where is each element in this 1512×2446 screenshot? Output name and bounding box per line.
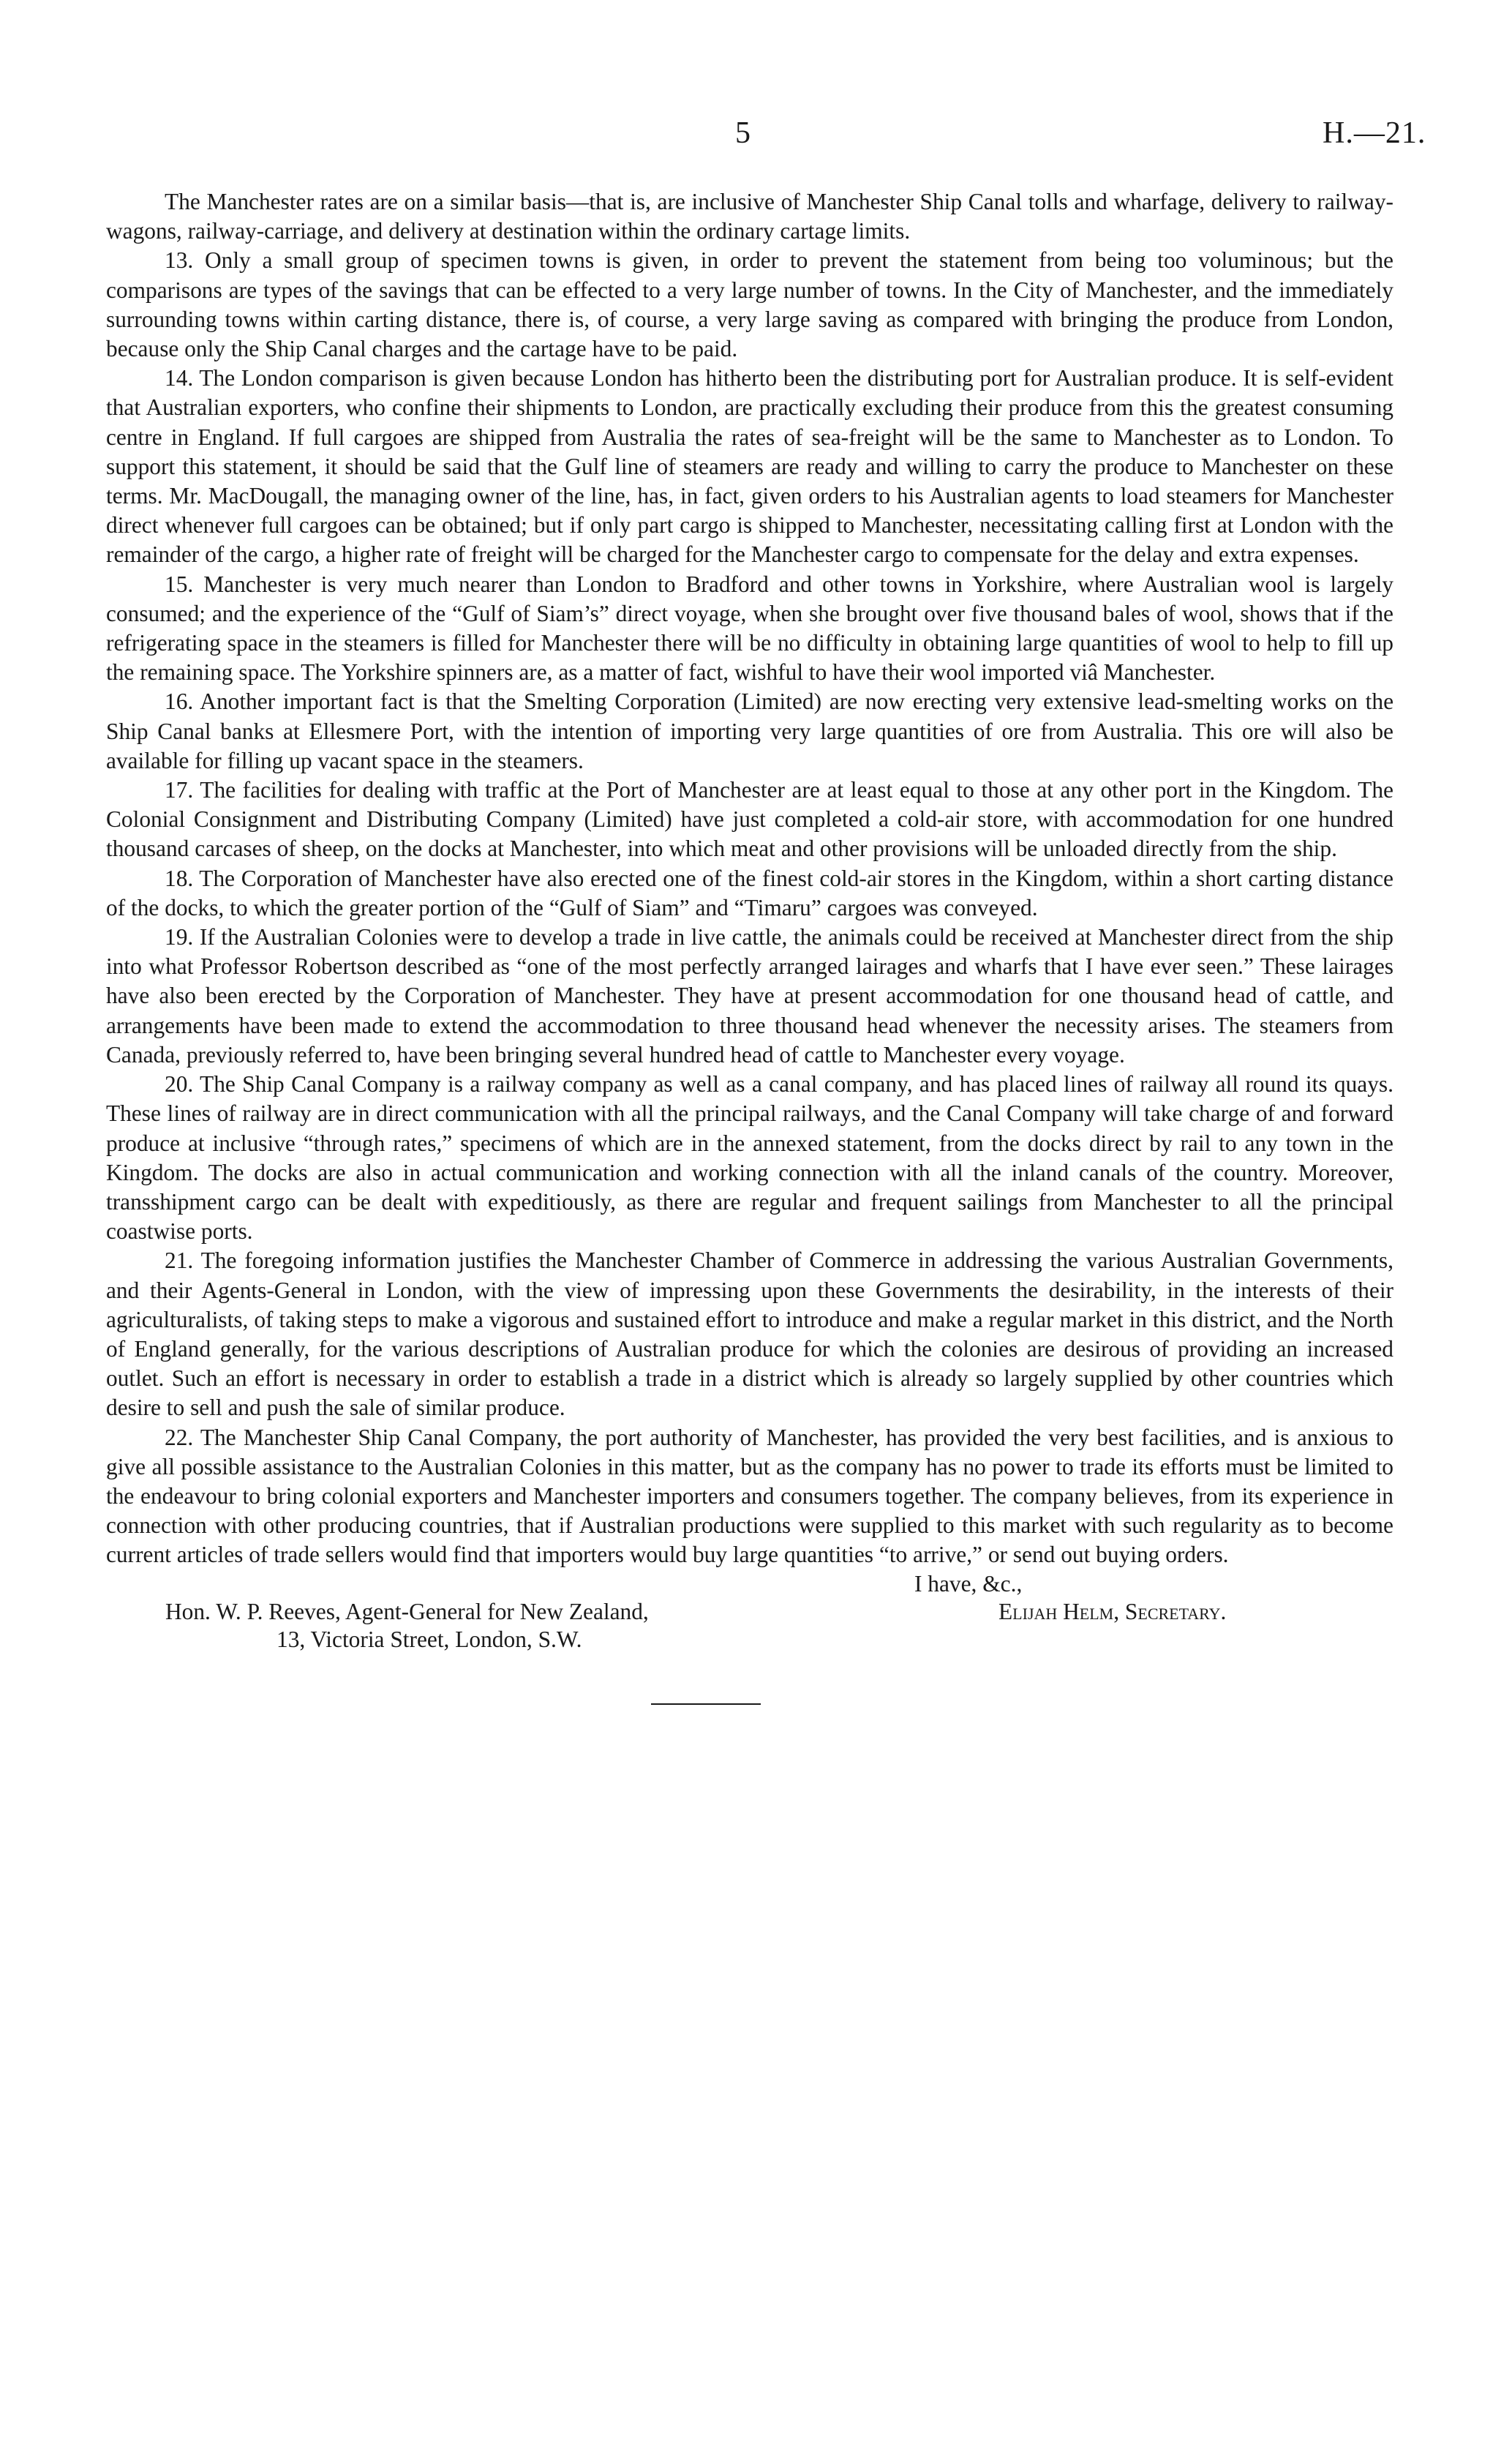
addressee: Hon. W. P. Reeves, Agent-General for New Zealand, (165, 1598, 649, 1624)
paragraph-21: 21. The foregoing information justifies the Manchester Chamber of Commerce in addressing the various Australian Governments, and their Agents-General in London, with the view of impressing upon these Governments the desirability, in the interests of their agriculturalists, of taking steps to make a vigorous and sustained effort to introduce and make a regular market in this district, and the North of England generally, for the various descriptions of Australian produce for which the colonies are desirous of providing an increased outlet. Such an effort is necessary in order to establish a trade in a district which is already so largely supplied by other countries which desire to sell and push the sale of similar produce. (106, 1248, 1393, 1421)
body-text (106, 187, 1393, 1705)
signatory: Elijah Helm, Secretary. (998, 1598, 1227, 1624)
paragraph-17: 17. The facilities for dealing with traffic at the Port of Manchester are at least equal to those at any other port in the Kingdom. The Colonial Consignment and Distributing Company (Limited) have just completed a cold-air store, with accommodation for one hundred thousand carcases of sheep, on the docks at Manchester, into which meat and other provisions will be unloaded directly from the ship. (106, 777, 1393, 862)
paragraph-22: 22. The Manchester Ship Canal Company, the port authority of Manchester, has provided the very best facilities, and is anxious to give all possible assistance to the Australian Colonies in this matter, but as the company has no power to trade its efforts must be limited to the endeavour to bring colonial exporters and Manchester importers and consumers together. The company believes, from its experience in connection with other producing countries, that if Australian productions were supplied to this market with such regularity as to become current articles of trade sellers would find that importers would buy large quantities “to arrive,” or send out buying orders. (106, 1424, 1393, 1568)
address: 13, Victoria Street, London, S.W. (277, 1626, 582, 1652)
paragraph-15: 15. Manchester is very much nearer than London to Bradford and other towns in Yorkshire, where Australian wool is largely consumed; and the experience of the “Gulf of Siam’s” direct voyage, when she brought over five thousand bales of wool, shows that if the refrigerating space in the steamers is filled for Manchester there will be no difficulty in obtaining large quantities of wool to help to fill up the remaining space. The Yorkshire spinners are, as a matter of fact, wishful to have their wool imported viâ Manchester. (106, 571, 1393, 686)
closing-block (106, 1570, 1393, 1661)
paragraph-20: 20. The Ship Canal Company is a railway company as well as a canal company, and has placed lines of railway all round its quays. These lines of railway are in direct communication with all the principal railways, and the Canal Company will take charge of and forward produce at inclusive “through rates,” specimens of which are in the annexed statement, from the docks direct by rail to any town in the Kingdom. The docks are also in actual communication and working connection with all the inland canals of the country. Moreover, transshipment cargo can be dealt with expeditiously, as there are regular and frequent sailings from Manchester to all the principal coastwise ports. (106, 1071, 1393, 1245)
paragraph-14: 14. The London comparison is given because London has hitherto been the distributing port for Australian produce. It is self-evident that Australian exporters, who confine their shipments to London, are practically excluding their produce from this the greatest consuming centre in England. If full cargoes are shipped from Australia the rates of sea-freight will be the same to Manchester as to London. To support this statement, it should be said that the Gulf line of steamers are ready and willing to carry the produce to Manchester on these terms. Mr. MacDougall, the managing owner of the line, has, in fact, given orders to his Australian agents to load steamers for Manchester direct whenever full cargoes can be obtained; but if only part cargo is shipped to Manchester, necessitating calling first at London with the remainder of the cargo, a higher rate of freight will be charged for the Manchester cargo to compensate for the delay and extra expenses. (106, 365, 1393, 568)
paragraph-13: 13. Only a small group of specimen towns is given, in order to prevent the statement from being too voluminous; but the comparisons are types of the savings that can be effected to a very large number of towns. In the City of Manchester, and the immediately surrounding towns within carting distance, there is, of course, a very large saving as compared with bringing the produce from London, because only the Ship Canal charges and the cartage have to be paid. (106, 247, 1393, 362)
paragraph-19: 19. If the Australian Colonies were to develop a trade in live cattle, the animals could be received at Manchester direct from the ship into what Professor Robertson described as “one of the most perfectly arranged lairages and wharfs that I have ever seen.” These lairages have also been erected by the Corporation of Manchester. They have at present accommodation for one thousand head of cattle, and arrangements have been made to extend the accommodation to three thousand head whenever the necessity arises. The steamers from Canada, previously referred to, have been bringing several hundred head of cattle to Manchester every voyage. (106, 924, 1393, 1068)
paragraph-16: 16. Another important fact is that the Smelting Corporation (Limited) are now erecting very extensive lead-smelting works on the Ship Canal banks at Ellesmere Port, with the intention of importing very large quantities of ore from Australia. This ore will also be available for filling up vacant space in the steamers. (106, 689, 1393, 773)
paragraph-18: 18. The Corporation of Manchester have also erected one of the finest cold-air stores in the Kingdom, within a short carting distance of the docks, to which the greater portion of the “Gulf of Siam” and “Timaru” cargoes was conveyed. (106, 865, 1393, 920)
document-reference: H.—21. (1323, 116, 1426, 150)
page-number: 5 (735, 116, 751, 150)
end-rule (651, 1703, 761, 1705)
valediction: I have, &c., (914, 1570, 1023, 1597)
paragraph-intro: The Manchester rates are on a similar basis—that is, are inclusive of Manchester Ship Canal tolls and wharfage, delivery to railway-wagons, railway-carriage, and delivery at destination within the ordinary cartage limits. (106, 189, 1393, 244)
